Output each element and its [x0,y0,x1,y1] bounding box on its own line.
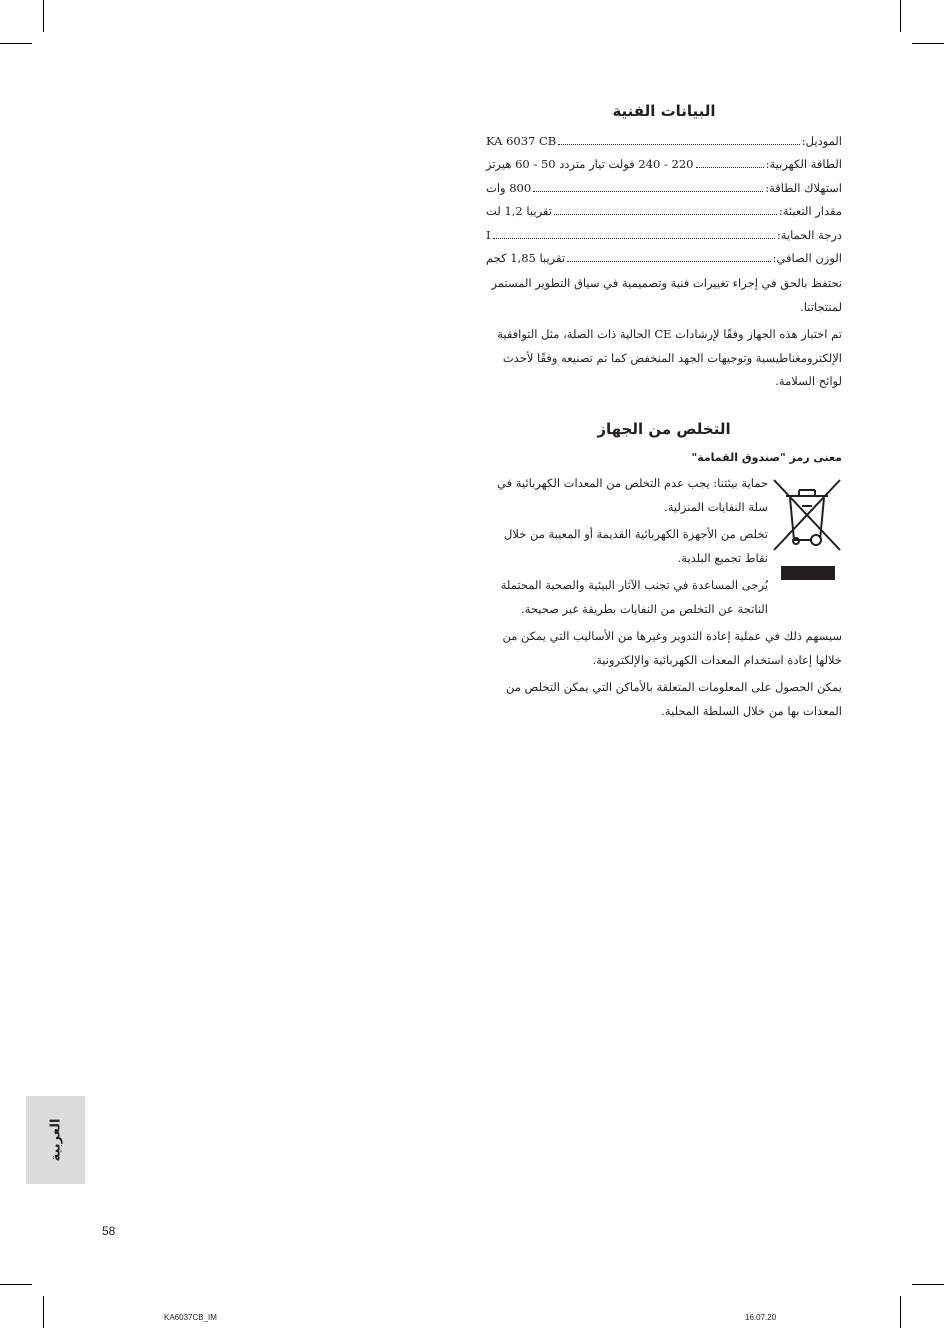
footer-date: 16.07.20 [745,1313,777,1322]
spec-row-net-weight [486,247,842,270]
leader-dots [493,231,775,239]
crop-mark [43,1296,44,1328]
crop-mark [912,1284,944,1285]
disposal-note-recycling: سيسهم ذلك في عملية إعادة التدوير وغيرها من الأساليب التي يمكن من خلالها إعادة استخدام المعدات الكهربائية والإلكترونية. [502,629,842,667]
page-number: 58 [102,1224,116,1238]
spec-value: 220 - 240 فولت تيار متردد 50 - 60 هيرتز [486,157,694,172]
crop-mark [900,0,901,32]
spec-label: مقدار التعبئة: [778,204,842,219]
disposal-note-local-authority: يمكن الحصول على المعلومات المتعلقة بالأماكن التي يمكن التخلص من المعدات بها من خلال السلطة المحلية. [505,680,842,718]
language-tab-label: العربية [48,1118,63,1162]
spec-label: استهلاك الطاقة: [765,180,842,195]
spec-row-power-supply [486,153,842,176]
crop-mark [43,0,44,32]
footer-document-code: KA6037CB_IM [164,1313,217,1322]
spec-value: تقريبا 1,2 لت [486,204,552,219]
disposal-notes [486,625,842,723]
spec-row-power-consumption [486,177,842,200]
tech-data-title: البيانات الفنية [612,102,716,120]
spec-label: درجة الحماية: [776,227,842,242]
disposal-title: التخلص من الجهاز [597,420,731,438]
spec-label: الوزن الصافي: [772,250,842,265]
disposal-note-collection-points: تخلص من الأجهزة الكهربائية القديمة أو المعيبة من خلال نقاط تجميع البلدية. [503,527,768,565]
crop-mark [0,1284,32,1285]
leader-dots [533,184,763,192]
tech-notes [486,272,842,394]
spec-value: KA 6037 CB [486,134,557,148]
spec-value: I [486,227,491,242]
spec-label: الطاقة الكهربية: [765,157,842,172]
spec-row-protection-class [486,224,842,247]
spec-row-model [486,130,842,153]
language-tab [26,1096,85,1184]
spec-value: 800 وات [486,180,532,195]
crop-mark [900,1296,901,1328]
leader-dots [558,137,800,145]
disposal-note-health: يُرجى المساعدة في تجنب الآثار البيئية والصحية المحتملة الناتجة عن التخلص من النفايات بطريقة غير صحيحة. [500,578,768,616]
disposal-notes-beside-icon [496,472,768,621]
dustbin-symbol-subtitle: معنى رمز "صندوق القمامة" [691,451,842,464]
tech-note-changes: نحتفظ بالحق في إجراء تغييرات فنية وتصميمية في سياق التطوير المستمر لمنتجاتنا. [491,276,842,314]
disposal-note-environment: حماية بيئتنا: يجب عدم التخلص من المعدات الكهربائية في سلة النفايات المنزلية. [497,476,768,514]
tech-note-ce: تم اختبار هذه الجهاز وفقًا لإرشادات CE الحالية ذات الصلة، مثل التوافقية الإلكترومغناطيسية وتوجيهات الجهد المنخفض كما تم تصنيعه وفقًا لأحدث لوائح السلامة. [497,327,842,388]
weee-dustbin-icon [772,478,842,583]
spec-label: الموديل: [801,134,842,148]
leader-dots [696,160,764,168]
leader-dots [554,207,777,215]
crop-mark [0,43,32,44]
spec-table [486,130,842,270]
crop-mark [912,43,944,44]
spec-value: تقريبا 1,85 كجم [486,250,566,265]
leader-dots [567,254,771,262]
spec-row-capacity [486,200,842,223]
